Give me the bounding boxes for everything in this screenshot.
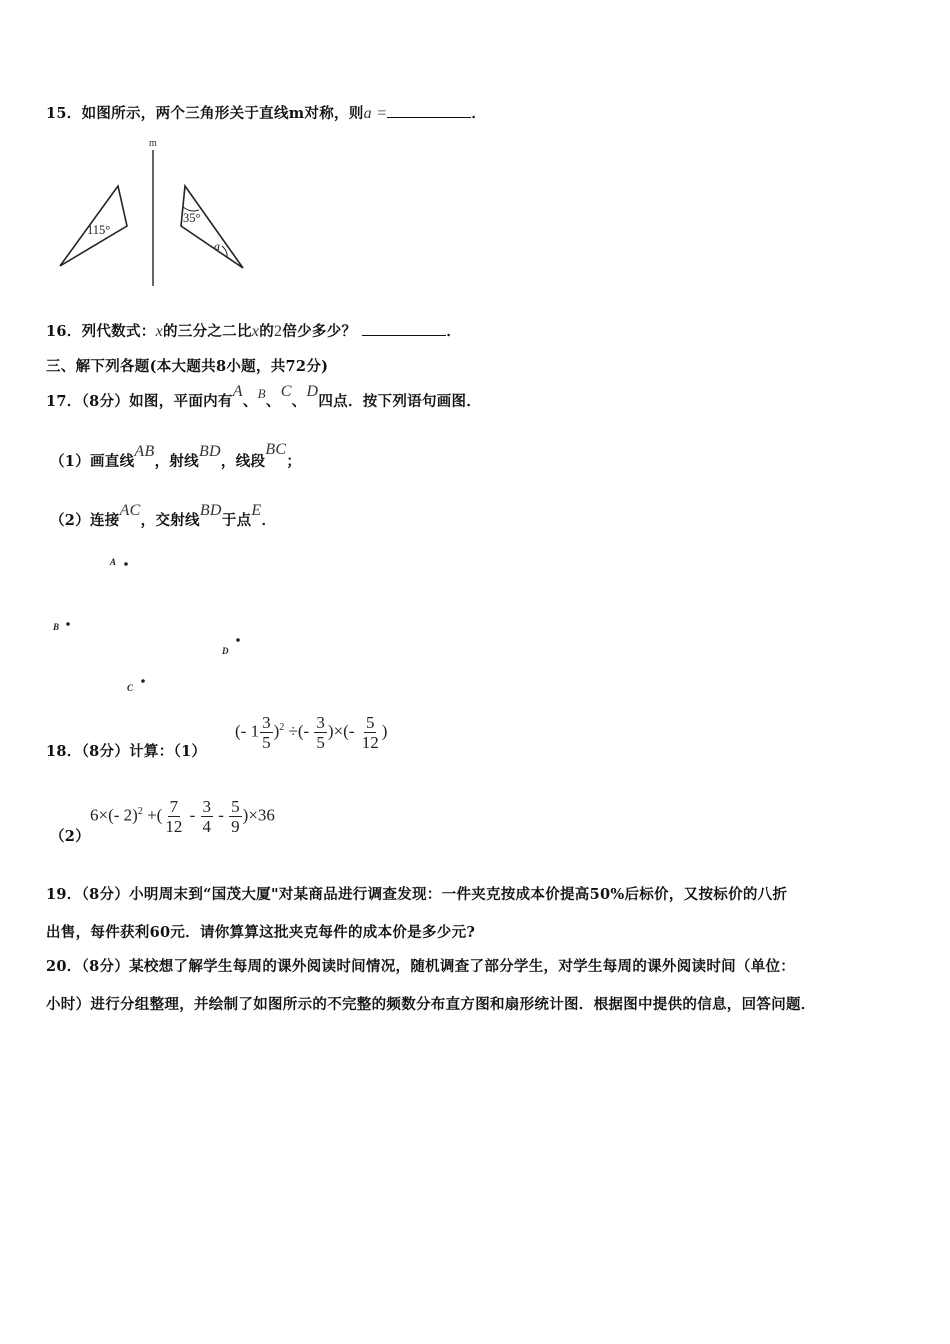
question-score: （8分） bbox=[81, 393, 130, 410]
part-text: ，射线 bbox=[154, 453, 199, 470]
angle-a-label: a bbox=[214, 239, 220, 253]
question-20-line-1: 20．（8分）某校想了解学生每周的课外阅读时间情况，随机调查了部分学生，对学生每周的课外阅读时间（单位： bbox=[46, 958, 796, 975]
answer-blank bbox=[387, 105, 471, 118]
expr-text: - bbox=[214, 805, 229, 825]
expr-text: 6×(- 2) bbox=[90, 805, 138, 825]
point-d-label: D bbox=[306, 383, 319, 400]
point-c-label: C bbox=[280, 383, 292, 400]
expr-text: +( bbox=[142, 805, 163, 825]
fraction: $\frac{7}{12}$ bbox=[165, 797, 183, 836]
variable-a: a bbox=[363, 105, 372, 122]
left-angle-label: 115° bbox=[87, 223, 111, 237]
question-19-line-1: 19．（8分）小明周末到“国茂大厦"对某商品进行调查发现：一件夹克按成本价提高50%后标价，又按标价的八折 bbox=[46, 886, 788, 903]
question-number: 15． bbox=[46, 105, 82, 122]
ray-bd-label: BD bbox=[199, 502, 222, 519]
ray-bd-label: BD bbox=[198, 443, 221, 460]
end-mark: ． bbox=[471, 105, 487, 122]
point-b-label: B bbox=[257, 386, 266, 401]
separator: 、 bbox=[291, 393, 307, 410]
equals-sign: = bbox=[371, 105, 388, 122]
question-number: 18． bbox=[46, 743, 82, 760]
question-18 bbox=[46, 740, 206, 761]
part-text: ； bbox=[286, 453, 302, 470]
symmetry-figure bbox=[50, 130, 260, 292]
line-m-label: m bbox=[149, 138, 157, 149]
line-ab-label: AB bbox=[134, 443, 155, 460]
question-number: 16． bbox=[46, 323, 82, 340]
question-text: 的 bbox=[259, 323, 275, 340]
question-15 bbox=[46, 102, 486, 123]
expr-text: ) bbox=[381, 721, 388, 741]
part-text: 画直线 bbox=[90, 453, 135, 470]
number-two: 2 bbox=[274, 323, 283, 340]
point-c bbox=[141, 679, 145, 683]
points-figure bbox=[40, 545, 270, 705]
point-b-label: B bbox=[53, 622, 60, 632]
question-text: 四点．按下列语句画图． bbox=[318, 393, 482, 410]
question-text: 计算：（1） bbox=[129, 743, 207, 760]
expr-text: )×36 bbox=[242, 805, 275, 825]
question-19-line-2: 出售，每件获利60元．请你算算这批夹克每件的成本价是多少元? bbox=[46, 924, 476, 941]
variable-x: x bbox=[155, 323, 163, 340]
question-20-line-2: 小时）进行分组整理，并绘制了如图所示的不完整的频数分布直方图和扇形统计图．根据图中提供的信息，回答问题． bbox=[46, 996, 816, 1013]
q18-part-2-label: （2） bbox=[50, 828, 90, 845]
point-a-label: A bbox=[232, 383, 243, 400]
point-b bbox=[66, 622, 70, 626]
question-score: （8分） bbox=[81, 743, 130, 760]
exponent: 2 bbox=[279, 721, 285, 733]
point-d-label: D bbox=[222, 646, 229, 656]
separator: 、 bbox=[242, 393, 258, 410]
separator: 、 bbox=[265, 393, 281, 410]
part-text: ，线段 bbox=[220, 453, 266, 470]
question-text: 如图，平面内有 bbox=[129, 393, 233, 410]
fraction: $\frac{3}{5}$ bbox=[316, 713, 325, 752]
part-text: 连接 bbox=[90, 512, 120, 529]
expr-text: )×(- bbox=[327, 721, 359, 741]
exponent: 2 bbox=[137, 805, 143, 817]
part-label: （1） bbox=[50, 453, 90, 470]
variable-x: x bbox=[251, 323, 260, 340]
answer-blank bbox=[362, 323, 446, 336]
expr-text: (- 1 bbox=[235, 721, 260, 741]
expr-text: - bbox=[185, 805, 200, 825]
point-a bbox=[124, 562, 128, 566]
section-heading: 三、解下列各题(本大题共8小题，共72分) bbox=[46, 358, 329, 375]
q17-part-2 bbox=[50, 502, 277, 530]
q17-part-1 bbox=[50, 441, 302, 471]
segment-bc-label: BC bbox=[265, 441, 287, 458]
expr-text: ÷(- bbox=[284, 721, 314, 741]
end-mark: ． bbox=[446, 323, 462, 340]
question-16 bbox=[46, 320, 461, 341]
point-d bbox=[236, 638, 240, 642]
fraction: $\frac{3}{4}$ bbox=[202, 797, 211, 836]
fraction: $\frac{3}{5}$ bbox=[262, 713, 271, 752]
question-number: 17． bbox=[46, 393, 82, 410]
expression-2 bbox=[90, 797, 275, 836]
question-text: 倍少多少？ bbox=[282, 323, 357, 340]
right-angle-label: 35° bbox=[183, 211, 201, 225]
expression-1 bbox=[235, 713, 387, 752]
part-text: ． bbox=[261, 512, 277, 529]
part-text: ，交射线 bbox=[140, 512, 200, 529]
right-triangle bbox=[181, 186, 243, 268]
point-e-label: E bbox=[251, 502, 262, 519]
question-text: 如图所示，两个三角形关于直线m对称，则 bbox=[81, 105, 364, 122]
expr-text: ) bbox=[273, 721, 280, 741]
fraction: $\frac{5}{12}$ bbox=[361, 713, 379, 752]
fraction: $\frac{5}{9}$ bbox=[231, 797, 240, 836]
question-text: 列代数式： bbox=[81, 323, 156, 340]
question-17 bbox=[46, 383, 482, 411]
segment-ac-label: AC bbox=[119, 502, 141, 519]
question-text: 的三分之二比 bbox=[162, 323, 252, 340]
part-text: 于点 bbox=[221, 512, 252, 529]
part-label: （2） bbox=[50, 512, 90, 529]
point-c-label: C bbox=[127, 683, 134, 693]
point-a-label: A bbox=[110, 557, 117, 567]
